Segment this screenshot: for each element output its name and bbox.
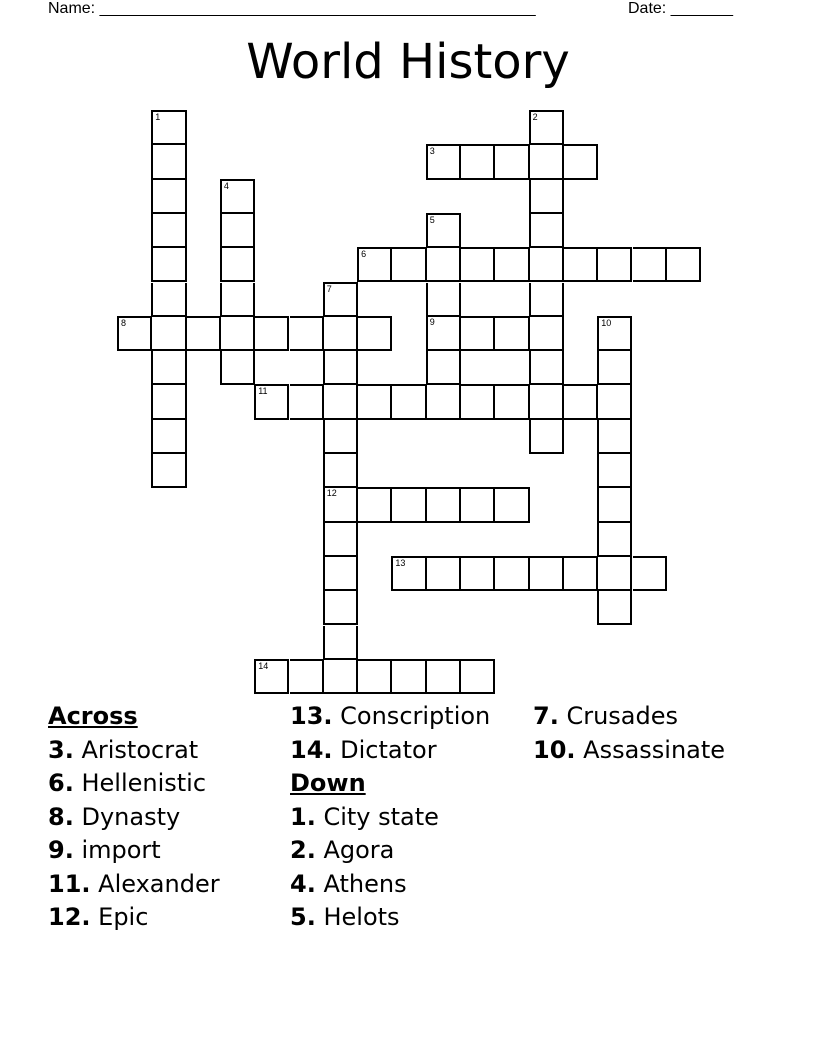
page-title: World History	[246, 34, 570, 90]
clue-number: 4.	[290, 869, 316, 898]
grid-cell[interactable]	[392, 247, 426, 282]
grid-cell[interactable]	[529, 214, 564, 248]
grid-cell[interactable]	[667, 247, 701, 282]
grid-cell[interactable]	[323, 591, 358, 625]
clue-number: 1.	[290, 802, 316, 831]
grid-cell[interactable]	[324, 317, 358, 351]
clue-text: Dynasty	[81, 802, 181, 831]
grid-cell[interactable]	[117, 316, 152, 351]
clue-down	[290, 868, 490, 902]
grid-cell[interactable]	[564, 556, 598, 591]
clue-down	[533, 700, 725, 734]
grid-cell[interactable]	[427, 487, 461, 522]
grid-cell[interactable]	[151, 454, 186, 488]
clue-list	[0, 700, 816, 960]
grid-cell[interactable]	[392, 487, 426, 522]
grid-cell[interactable]	[597, 591, 632, 625]
grid-cell[interactable]	[427, 556, 461, 591]
grid-cell[interactable]	[358, 659, 392, 694]
grid-cell[interactable]	[633, 247, 667, 282]
clue-number: 5.	[290, 903, 316, 931]
grid-cell[interactable]	[495, 247, 529, 282]
grid-cell[interactable]	[358, 487, 392, 522]
grid-cell[interactable]	[598, 247, 632, 282]
grid-cell[interactable]	[151, 385, 186, 419]
clue-number: 11.	[48, 869, 91, 898]
grid-cell[interactable]	[597, 454, 632, 488]
grid-cell[interactable]	[220, 179, 255, 214]
grid-cell[interactable]	[530, 248, 564, 282]
cell-number: 6	[361, 249, 367, 260]
grid-cell[interactable]	[530, 385, 564, 419]
grid-cell[interactable]	[392, 384, 426, 419]
grid-cell[interactable]	[220, 351, 255, 385]
grid-cell[interactable]	[564, 144, 598, 179]
date-field-label: Date: _______	[628, 0, 733, 17]
grid-cell[interactable]	[597, 420, 632, 454]
clue-across	[48, 868, 220, 902]
cell-number: 5	[429, 214, 435, 225]
clue-text: Helots	[323, 903, 400, 931]
cell-number: 4	[223, 180, 229, 191]
grid-cell[interactable]	[324, 385, 358, 419]
clue-across	[48, 734, 220, 768]
grid-cell[interactable]	[461, 247, 495, 282]
clue-across	[48, 834, 220, 868]
grid-cell[interactable]	[254, 659, 289, 694]
grid-cell[interactable]	[220, 248, 255, 282]
grid-cell[interactable]	[426, 317, 461, 351]
grid-cell[interactable]	[357, 247, 392, 282]
grid-cell[interactable]	[427, 659, 461, 694]
grid-cell[interactable]	[495, 144, 529, 179]
cell-number: 10	[601, 317, 612, 328]
clue-text: Aristocrat	[81, 735, 199, 764]
grid-cell[interactable]	[530, 556, 564, 591]
grid-cell[interactable]	[324, 660, 358, 694]
grid-cell[interactable]	[255, 316, 289, 351]
clue-across	[48, 801, 220, 835]
grid-cell[interactable]	[323, 523, 358, 557]
clue-text: Crusades	[566, 702, 679, 730]
grid-cell[interactable]	[323, 454, 358, 488]
grid-cell[interactable]	[529, 351, 564, 385]
clue-number: 12.	[48, 903, 91, 931]
grid-cell[interactable]	[151, 248, 186, 282]
cell-number: 14	[258, 660, 269, 671]
clue-text: Epic	[98, 903, 149, 931]
grid-cell[interactable]	[461, 144, 495, 179]
clue-column-1	[48, 700, 220, 935]
clue-text: Dictator	[340, 735, 437, 764]
name-field-label: Name: _________________________________________________	[48, 0, 536, 17]
clue-column-2	[290, 700, 490, 935]
grid-cell[interactable]	[529, 110, 564, 145]
cell-number: 3	[429, 146, 435, 157]
clue-number: 10.	[533, 735, 576, 764]
cell-number: 2	[532, 112, 538, 122]
clue-number: 13.	[290, 702, 333, 730]
grid-cell[interactable]	[323, 626, 358, 660]
clue-text: Alexander	[98, 869, 220, 898]
clue-down	[290, 801, 490, 835]
clue-number: 3.	[48, 735, 74, 764]
grid-cell[interactable]	[529, 420, 564, 454]
grid-cell[interactable]	[426, 351, 461, 385]
grid-cell[interactable]	[187, 316, 221, 351]
clue-down	[533, 734, 725, 768]
grid-cell[interactable]	[254, 384, 289, 419]
grid-cell[interactable]	[427, 248, 461, 282]
clue-text: City state	[323, 802, 439, 831]
grid-cell[interactable]	[461, 316, 495, 351]
grid-cell[interactable]	[151, 110, 186, 145]
clue-down	[290, 834, 490, 868]
grid-cell[interactable]	[221, 317, 255, 351]
grid-cell[interactable]	[290, 316, 324, 351]
grid-cell[interactable]	[529, 283, 564, 317]
grid-cell[interactable]	[461, 487, 495, 522]
grid-cell[interactable]	[392, 659, 426, 694]
clue-text: Agora	[323, 836, 395, 864]
grid-cell[interactable]	[633, 556, 667, 591]
grid-cell[interactable]	[495, 556, 529, 591]
across-heading: Across	[48, 702, 138, 730]
clue-text: Assassinate	[583, 735, 726, 764]
clue-text: Hellenistic	[81, 769, 207, 797]
grid-cell[interactable]	[461, 659, 495, 694]
clue-number: 2.	[290, 836, 316, 864]
grid-cell[interactable]	[391, 556, 426, 591]
clue-across	[48, 901, 220, 935]
grid-cell[interactable]	[597, 316, 632, 351]
grid-cell[interactable]	[426, 283, 461, 317]
cell-number: 13	[395, 557, 406, 568]
grid-cell[interactable]	[290, 659, 324, 694]
grid-cell[interactable]	[564, 247, 598, 282]
clue-across	[290, 734, 490, 768]
grid-cell[interactable]	[495, 384, 529, 419]
down-heading: Down	[290, 769, 366, 797]
cell-number: 11	[258, 386, 268, 397]
clue-number: 7.	[533, 702, 559, 730]
grid-cell[interactable]	[461, 556, 495, 591]
grid-cell[interactable]	[151, 283, 186, 317]
cell-number: 9	[429, 316, 435, 327]
grid-cell[interactable]	[597, 488, 632, 522]
grid-cell[interactable]	[290, 384, 324, 419]
grid-cell[interactable]	[151, 145, 186, 179]
cell-number: 12	[326, 488, 337, 499]
grid-cell[interactable]	[323, 488, 358, 522]
grid-cell[interactable]	[323, 557, 358, 591]
clue-number: 6.	[48, 769, 74, 797]
grid-cell[interactable]	[598, 385, 632, 419]
cell-number: 8	[121, 317, 127, 328]
clue-text: import	[81, 836, 161, 864]
grid-cell[interactable]	[358, 384, 392, 419]
grid-cell[interactable]	[530, 317, 564, 351]
clue-text: Conscription	[340, 702, 491, 730]
clue-across	[290, 700, 490, 734]
grid-cell[interactable]	[151, 180, 186, 214]
clue-down	[290, 901, 490, 935]
grid-cell[interactable]	[323, 282, 358, 317]
cell-number: 1	[155, 112, 161, 122]
grid-cell[interactable]	[529, 180, 564, 214]
grid-cell[interactable]	[220, 214, 255, 248]
grid-cell[interactable]	[495, 487, 529, 522]
grid-cell[interactable]	[427, 385, 461, 419]
clue-column-3	[533, 700, 725, 767]
grid-cell[interactable]	[151, 214, 186, 248]
grid-cell[interactable]	[530, 145, 564, 179]
grid-cell[interactable]	[597, 523, 632, 557]
grid-cell[interactable]	[323, 351, 358, 385]
grid-cell[interactable]	[152, 317, 186, 351]
grid-cell[interactable]	[151, 420, 186, 454]
grid-cell[interactable]	[597, 351, 632, 385]
grid-cell[interactable]	[220, 283, 255, 317]
clue-text: Athens	[323, 869, 407, 898]
clue-number: 9.	[48, 836, 74, 864]
cell-number: 7	[326, 283, 332, 294]
clue-across	[48, 767, 220, 801]
clue-number: 14.	[290, 735, 333, 764]
grid-cell[interactable]	[598, 557, 632, 591]
grid-cell[interactable]	[358, 316, 392, 351]
grid-cell[interactable]	[495, 316, 529, 351]
grid-cell[interactable]	[426, 213, 461, 248]
grid-cell[interactable]	[426, 144, 461, 179]
grid-cell[interactable]	[151, 351, 186, 385]
grid-cell[interactable]	[323, 420, 358, 454]
grid-cell[interactable]	[461, 384, 495, 419]
clue-number: 8.	[48, 802, 74, 831]
grid-cell[interactable]	[564, 384, 598, 419]
